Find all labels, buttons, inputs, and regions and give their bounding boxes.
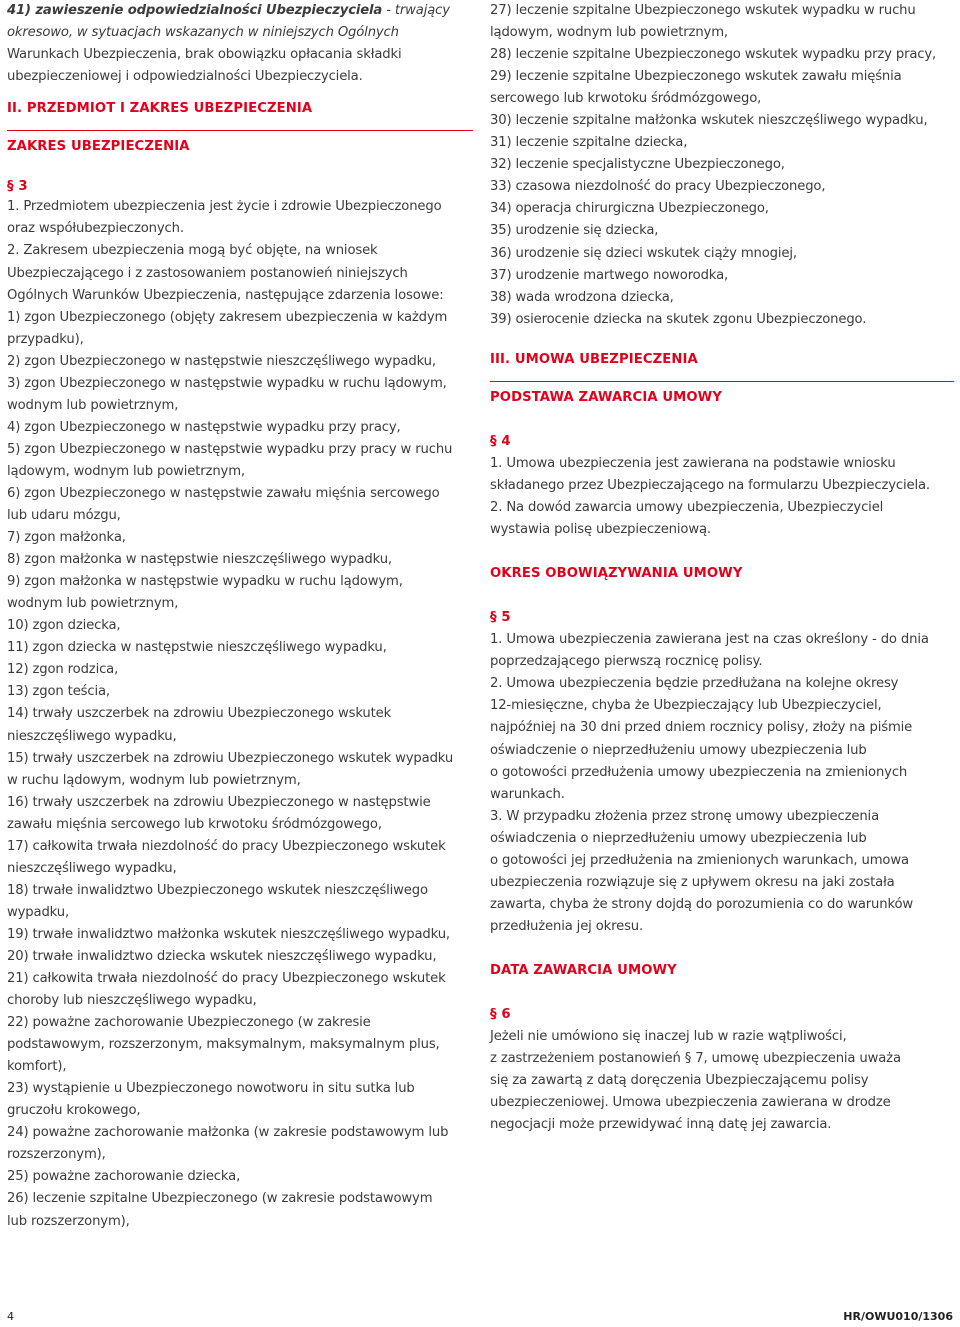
paragraph-5-body (490, 629, 956, 938)
text-line: zawarta, chyba że strony dojdą do porozumienia co do warunków (490, 896, 914, 912)
text-line: 25) poważne zachorowanie dziecka, (7, 1169, 241, 1185)
text-line: 1. Umowa ubezpieczenia zawierana jest na czas określony - do dnia (490, 632, 929, 648)
text-line: Ubezpieczającego i z zastosowaniem postanowień niniejszych (7, 265, 408, 281)
paragraph-number: § 3 (7, 179, 28, 195)
text-line: 33) czasowa niezdolność do pracy Ubezpieczonego, (490, 179, 826, 195)
text-line: 22) poważne zachorowanie Ubezpieczonego (w zakresie (7, 1015, 371, 1031)
text-line: 10) zgon dziecka, (7, 618, 121, 634)
text-line: o gotowości jej przedłużenia na zmienionych warunkach, umowa (490, 852, 909, 868)
text-line: składanego przez Ubezpieczającego na formularzu Ubezpieczyciela. (490, 477, 930, 493)
text-line: 20) trwałe inwalidztwo dziecka wskutek nieszczęśliwego wypadku, (7, 948, 437, 964)
text-line: 31) leczenie szpitalne dziecka, (490, 135, 688, 151)
text-line: 39) osierocenie dziecka na skutek zgonu Ubezpieczonego. (490, 311, 867, 327)
text-line: oświadczenie o nieprzedłużeniu umowy ubezpieczenia lub (490, 742, 867, 758)
text-line: 14) trwały uszczerbek na zdrowiu Ubezpieczonego wskutek (7, 706, 392, 722)
text-line: Jeżeli nie umówiono się inaczej lub w razie wątpliwości, (490, 1029, 847, 1045)
right-column (490, 0, 956, 1136)
risk-list-continued (490, 0, 956, 331)
text-line: 7) zgon małżonka, (7, 530, 126, 546)
definition-41 (7, 0, 473, 22)
text-line: 2. Zakresem ubezpieczenia mogą być objęte, na wniosek (7, 243, 378, 259)
text-line: rozszerzonym), (7, 1147, 106, 1163)
text-line: 5) zgon Ubezpieczonego w następstwie wypadku przy pracy w ruchu (7, 441, 453, 457)
paragraph-6-body (490, 1026, 956, 1136)
text-line: warunkach. (490, 786, 565, 802)
subsection-title-period: OKRES OBOWIĄZYWANIA UMOWY (490, 566, 743, 582)
text-line: 32) leczenie specjalistyczne Ubezpieczonego, (490, 157, 785, 173)
text-line: 12) zgon rodzica, (7, 662, 119, 678)
text-line: 28) leczenie szpitalne Ubezpieczonego wskutek wypadku przy pracy, (490, 47, 937, 63)
definition-term: 41) zawieszenie odpowiedzialności Ubezpieczyciela (7, 3, 383, 18)
document-code: HR/OWU010/1306 (843, 1310, 953, 1323)
text-line: 34) operacja chirurgiczna Ubezpieczonego, (490, 201, 769, 217)
text-line: 35) urodzenie się dziecka, (490, 223, 659, 239)
text-line: 2. Umowa ubezpieczenia będzie przedłużana na kolejne okresy (490, 676, 899, 692)
text-line: 11) zgon dziecka w następstwie nieszczęśliwego wypadku, (7, 640, 387, 656)
text-line: 1) zgon Ubezpieczonego (objęty zakresem ubezpieczenia w każdym (7, 309, 448, 325)
text-line: Ogólnych Warunków Ubezpieczenia, następujące zdarzenia losowe: (7, 287, 444, 303)
text-line: 27) leczenie szpitalne Ubezpieczonego wskutek wypadku w ruchu (490, 3, 916, 18)
subsection-title-basis: PODSTAWA ZAWARCIA UMOWY (490, 389, 722, 405)
text-line: 38) wada wrodzona dziecka, (490, 289, 674, 305)
text-line: wystawia polisę ubezpieczeniową. (490, 522, 711, 538)
text-line: 4) zgon Ubezpieczonego w następstwie wypadku przy pracy, (7, 419, 401, 435)
section-title-ii: II. PRZEDMIOT I ZAKRES UBEZPIECZENIA (7, 101, 313, 117)
paragraph-number: § 6 (490, 1007, 511, 1023)
text-line: 30) leczenie szpitalne małżonka wskutek nieszczęśliwego wypadku, (490, 113, 928, 129)
subsection-title: ZAKRES UBEZPIECZENIA (7, 139, 190, 155)
text-line: gruczołu krokowego, (7, 1103, 141, 1119)
definition-line: Warunkach Ubezpieczenia, brak obowiązku opłacania składki (7, 47, 402, 63)
text-line: nieszczęśliwego wypadku, (7, 860, 177, 876)
text-line: sercowego lub krwotoku śródmózgowego, (490, 91, 762, 107)
text-line: 15) trwały uszczerbek na zdrowiu Ubezpieczonego wskutek wypadku (7, 750, 454, 766)
definition-line: ubezpieczeniowej i odpowiedzialności Ubezpieczyciela. (7, 69, 363, 85)
text-line: 1. Przedmiotem ubezpieczenia jest życie i zdrowie Ubezpieczonego (7, 199, 442, 215)
text-line: 9) zgon małżonka w następstwie wypadku w ruchu lądowym, (7, 574, 403, 590)
text-line: 19) trwałe inwalidztwo małżonka wskutek nieszczęśliwego wypadku, (7, 926, 450, 942)
left-column (7, 0, 473, 1233)
text-line: poprzedzającego pierwszą rocznicę polisy. (490, 654, 763, 670)
text-line: 16) trwały uszczerbek na zdrowiu Ubezpieczonego w następstwie (7, 794, 431, 810)
text-line: najpóźniej na 30 dni przed dniem rocznicy polisy, złoży na piśmie (490, 720, 913, 736)
text-line: 24) poważne zachorowanie małżonka (w zakresie podstawowym lub (7, 1125, 449, 1141)
text-line: w ruchu lądowym, wodnym lub powietrznym, (7, 772, 301, 788)
subsection-title-date: DATA ZAWARCIA UMOWY (490, 962, 677, 978)
text-line: choroby lub nieszczęśliwego wypadku, (7, 993, 257, 1009)
text-line: lądowym, wodnym lub powietrznym, (7, 463, 245, 479)
text-line: 36) urodzenie się dzieci wskutek ciąży mnogiej, (490, 245, 797, 261)
text-line: oświadczenia o nieprzedłużeniu umowy ubezpieczenia lub (490, 830, 867, 846)
text-line: 21) całkowita trwała niezdolność do pracy Ubezpieczonego wskutek (7, 971, 446, 987)
text-line: się za zawartą z datą doręczenia Ubezpieczającemu polisy (490, 1073, 869, 1089)
text-line: 3) zgon Ubezpieczonego w następstwie wypadku w ruchu lądowym, (7, 375, 447, 391)
section-divider (490, 381, 954, 382)
text-line: 17) całkowita trwała niezdolność do pracy Ubezpieczonego wskutek (7, 838, 446, 854)
definition-dash: - trwający (382, 3, 450, 18)
text-line: 6) zgon Ubezpieczonego w następstwie zawału mięśnia sercowego (7, 485, 440, 501)
text-line: przedłużenia jej okresu. (490, 918, 644, 934)
text-line: z zastrzeżeniem postanowień § 7, umowę ubezpieczenia uważa (490, 1051, 901, 1067)
text-line: 29) leczenie szpitalne Ubezpieczonego wskutek zawału mięśnia (490, 69, 902, 85)
text-line: 13) zgon teścia, (7, 684, 110, 700)
text-line: 2) zgon Ubezpieczonego w następstwie nieszczęśliwego wypadku, (7, 353, 436, 369)
text-line: lądowym, wodnym lub powietrznym, (490, 25, 728, 41)
text-line: komfort), (7, 1059, 67, 1075)
text-line: ubezpieczeniowej. Umowa ubezpieczenia zawierana w drodze (490, 1095, 891, 1111)
text-line: ubezpieczenia rozwiązuje się z upływem okresu na jaki została (490, 874, 895, 890)
text-line: 18) trwałe inwalidztwo Ubezpieczonego wskutek nieszczęśliwego (7, 882, 428, 898)
definition-line: okresowo, w sytuacjach wskazanych w niniejszych Ogólnych (7, 25, 399, 41)
text-line: lub rozszerzonym), (7, 1213, 130, 1229)
text-line: wodnym lub powietrznym, (7, 596, 179, 612)
text-line: lub udaru mózgu, (7, 508, 121, 524)
text-line: 37) urodzenie martwego noworodka, (490, 267, 729, 283)
text-line: podstawowym, rozszerzonym, maksymalnym, maksymalnym plus, (7, 1037, 440, 1053)
text-line: zawału mięśnia sercowego lub krwotoku śródmózgowego, (7, 816, 382, 832)
text-line: wodnym lub powietrznym, (7, 397, 179, 413)
paragraph-3-body (7, 196, 473, 1232)
text-line: wypadku, (7, 904, 69, 920)
section-title-iii: III. UMOWA UBEZPIECZENIA (490, 351, 698, 367)
text-line: 12-miesięczne, chyba że Ubezpieczający lub Ubezpieczyciel, (490, 698, 882, 714)
text-line: 8) zgon małżonka w następstwie nieszczęśliwego wypadku, (7, 552, 392, 568)
text-line: nieszczęśliwego wypadku, (7, 728, 177, 744)
text-line: przypadku), (7, 331, 84, 347)
text-line: 23) wystąpienie u Ubezpieczonego nowotworu in situ sutka lub (7, 1081, 415, 1097)
text-line: 3. W przypadku złożenia przez stronę umowy ubezpieczenia (490, 808, 880, 824)
text-line: o gotowości przedłużenia umowy ubezpieczenia na zmienionych (490, 764, 908, 780)
paragraph-4-body (490, 453, 956, 541)
page-number: 4 (7, 1310, 14, 1323)
text-line: oraz współubezpieczonych. (7, 221, 184, 237)
section-divider (7, 130, 473, 131)
text-line: negocjacji może przewidywać inną datę jej zawarcia. (490, 1117, 832, 1133)
paragraph-number: § 5 (490, 610, 511, 626)
text-line: 1. Umowa ubezpieczenia jest zawierana na podstawie wniosku (490, 455, 896, 471)
text-line: 26) leczenie szpitalne Ubezpieczonego (w zakresie podstawowym (7, 1191, 433, 1207)
text-line: 2. Na dowód zawarcia umowy ubezpieczenia, Ubezpieczyciel (490, 499, 884, 515)
paragraph-number: § 4 (490, 433, 511, 449)
